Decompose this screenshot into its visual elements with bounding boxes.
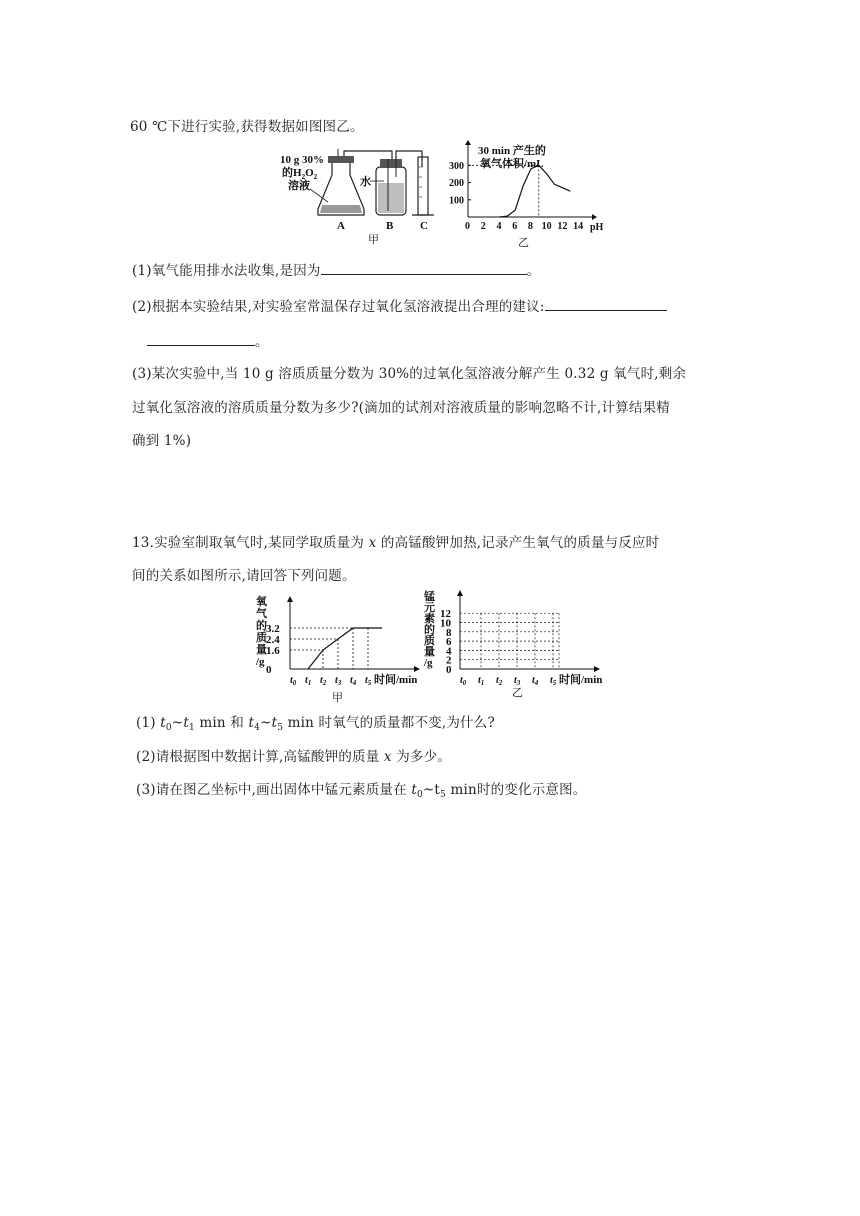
ph-x-tick-label: 10 (541, 221, 552, 232)
ph-series-line (500, 165, 571, 217)
manganese-y-label-char: 的 (424, 624, 435, 636)
q12-sub2-text: (2)根据本实验结果,对实验室常温保存过氧化氢溶液提出合理的建议: (132, 299, 545, 315)
q12-sub2-cont: 。 (147, 330, 269, 350)
q12-intro: 60 ℃下进行实验,获得数据如图图乙。 (130, 119, 364, 135)
apparatus-figure (272, 147, 442, 247)
q13-sub3: (3)请在图乙坐标中,画出固体中锰元素质量在 $t_0\sim t_5$ min时的变化示意图。 (136, 782, 587, 800)
oxygen-x-tick-label: $t_0$ (290, 675, 297, 687)
manganese-y-tick-label: 2 (446, 654, 452, 667)
manganese-graph-caption: 乙 (512, 687, 523, 699)
oxygen-x-tick-label: $t_1$ (305, 675, 312, 687)
ph-y-tick-label: 100 (449, 195, 464, 207)
ph-y-arrow (465, 140, 471, 145)
manganese-x-label: 时间/min (559, 674, 603, 686)
manganese-x-tick-label: $t_5$ (550, 675, 557, 687)
apparatus-caption: 甲 (368, 234, 379, 246)
oxygen-y-label-char: 氧 (256, 596, 267, 608)
q12-sub2 (132, 295, 667, 315)
q13-stem-line2: 间的关系如图所示,请回答下列问题。 (132, 568, 356, 584)
q12-sub1: (1)氧气能用排水法收集,是因为 。 (132, 259, 540, 279)
oxygen-graph-figure (252, 593, 432, 703)
svg-text:A: A (337, 220, 345, 232)
manganese-graph-figure (420, 588, 610, 700)
manganese-y-tick-label: 0 (446, 664, 452, 676)
ph-x-tick-label: 0 (465, 221, 470, 232)
manganese-y-arrow (457, 590, 463, 596)
manganese-x-tick-label: $t_2$ (496, 675, 503, 687)
manganese-y-label-char: /g (424, 657, 433, 669)
ph-x-tick-label: 6 (512, 221, 518, 232)
ph-x-label: pH (590, 222, 604, 233)
cylinder-c-icon (418, 157, 428, 215)
ph-x-tick-label: 12 (557, 221, 568, 232)
ph-graph-title-1: 30 min 产生的 (478, 145, 546, 157)
oxygen-y-label-char: 量 (256, 644, 267, 656)
oxygen-x-tick-label: $t_5$ (365, 675, 372, 687)
q13-stem-line1: 13.实验室制取氧气时,某同学取质量为 x 的高锰酸钾加热,记录产生氧气的质量与反应时 (132, 535, 660, 551)
q12-sub2-answer-blank-2[interactable] (147, 331, 255, 346)
manganese-y-tick-label: 6 (446, 636, 452, 649)
manganese-y-label-char: 质 (424, 635, 435, 647)
ph-x-tick-label: 2 (480, 221, 486, 232)
oxygen-y-arrow (287, 596, 293, 602)
ph-graph-title-2: 氧气体积/mL (480, 158, 544, 170)
apparatus-label-solution: 溶液 (288, 180, 310, 192)
oxygen-graph-svg (252, 593, 432, 703)
ph-x-arrow (592, 214, 597, 220)
oxygen-y-label-char: /g (256, 656, 265, 668)
q12-sub3-line3: 确到 1%) (132, 433, 192, 449)
manganese-y-tick-label: 12 (440, 608, 451, 621)
q12-sub1-text: (1)氧气能用排水法收集,是因为 (132, 263, 321, 279)
manganese-y-tick-label: 10 (440, 617, 451, 630)
manganese-x-tick-label: $t_1$ (478, 675, 485, 687)
q12-sub1-answer-blank[interactable] (321, 260, 527, 275)
manganese-y-label-char: 素 (424, 613, 435, 625)
q12-sub3-line2: 过氧化氢溶液的溶质质量分数为多少?(滴加的试剂对溶液质量的影响忽略不计,计算结果精 (132, 400, 670, 416)
apparatus-label-water: 水 (360, 176, 371, 188)
oxygen-y-tick-label: 3.2 (266, 623, 280, 635)
oxygen-graph-caption: 甲 (332, 692, 343, 704)
apparatus-label-10g: 10 g 30% (280, 154, 324, 166)
svg-text:的H2O2: 的$H_2O_2$ (282, 167, 318, 181)
svg-text:C: C (420, 220, 428, 232)
manganese-graph-svg (420, 588, 610, 700)
q12-sub3-line1: (3)某次实验中,当 10 g 溶质质量分数为 30%的过氧化氢溶液分解产生 0.32 g 氧气时,剩余 (132, 366, 687, 382)
ph-x-tick-label: 14 (573, 221, 584, 232)
manganese-y-label-char: 锰 (424, 591, 435, 603)
q12-sub2-answer-blank-1[interactable] (545, 296, 667, 311)
ph-x-tick-label: 8 (527, 221, 533, 232)
stopper-a-icon (328, 156, 354, 163)
q13-sub2: (2)请根据图中数据计算,高锰酸钾的质量 x 为多少。 (136, 749, 452, 765)
manganese-y-label-char: 量 (424, 646, 435, 658)
ph-graph-svg (448, 142, 604, 249)
manganese-x-arrow (594, 666, 600, 672)
ph-x-tick-label: 4 (496, 221, 502, 232)
manganese-x-tick-label: $t_0$ (460, 675, 467, 687)
oxygen-series-line (308, 628, 382, 669)
manganese-y-label-char: 元 (424, 602, 435, 614)
oxygen-x-tick-label: $t_3$ (335, 675, 342, 687)
oxygen-x-tick-label: $t_2$ (320, 675, 327, 687)
q13-sub1: (1) $t_0\sim t_1$ min 和 $t_4\sim t_5$ min 时氧气的质量都不变,为什么? (136, 715, 495, 733)
oxygen-y-tick-label: 2.4 (266, 634, 280, 646)
ph-graph-figure (448, 142, 604, 249)
oxygen-y-tick-label: 1.6 (266, 645, 280, 657)
ph-y-tick-label: 300 (449, 160, 464, 172)
oxygen-x-label: 时间/min (374, 674, 418, 686)
manganese-x-tick-label: $t_4$ (532, 675, 539, 687)
ph-graph-caption: 乙 (518, 237, 529, 249)
ph-y-tick-label: 200 (449, 178, 464, 190)
oxygen-x-tick-label: $t_4$ (350, 675, 357, 687)
oxygen-y-label-char: 质 (256, 632, 267, 644)
oxygen-y-label-char: 的 (256, 620, 267, 632)
manganese-y-tick-label: 4 (446, 645, 452, 658)
oxygen-y-label-char: 气 (256, 608, 267, 620)
manganese-y-tick-label: 8 (446, 626, 452, 639)
apparatus-svg (272, 147, 442, 247)
oxygen-y-tick-label: 0 (266, 664, 272, 676)
svg-text:B: B (386, 220, 394, 232)
manganese-x-tick-label: $t_3$ (514, 675, 521, 687)
